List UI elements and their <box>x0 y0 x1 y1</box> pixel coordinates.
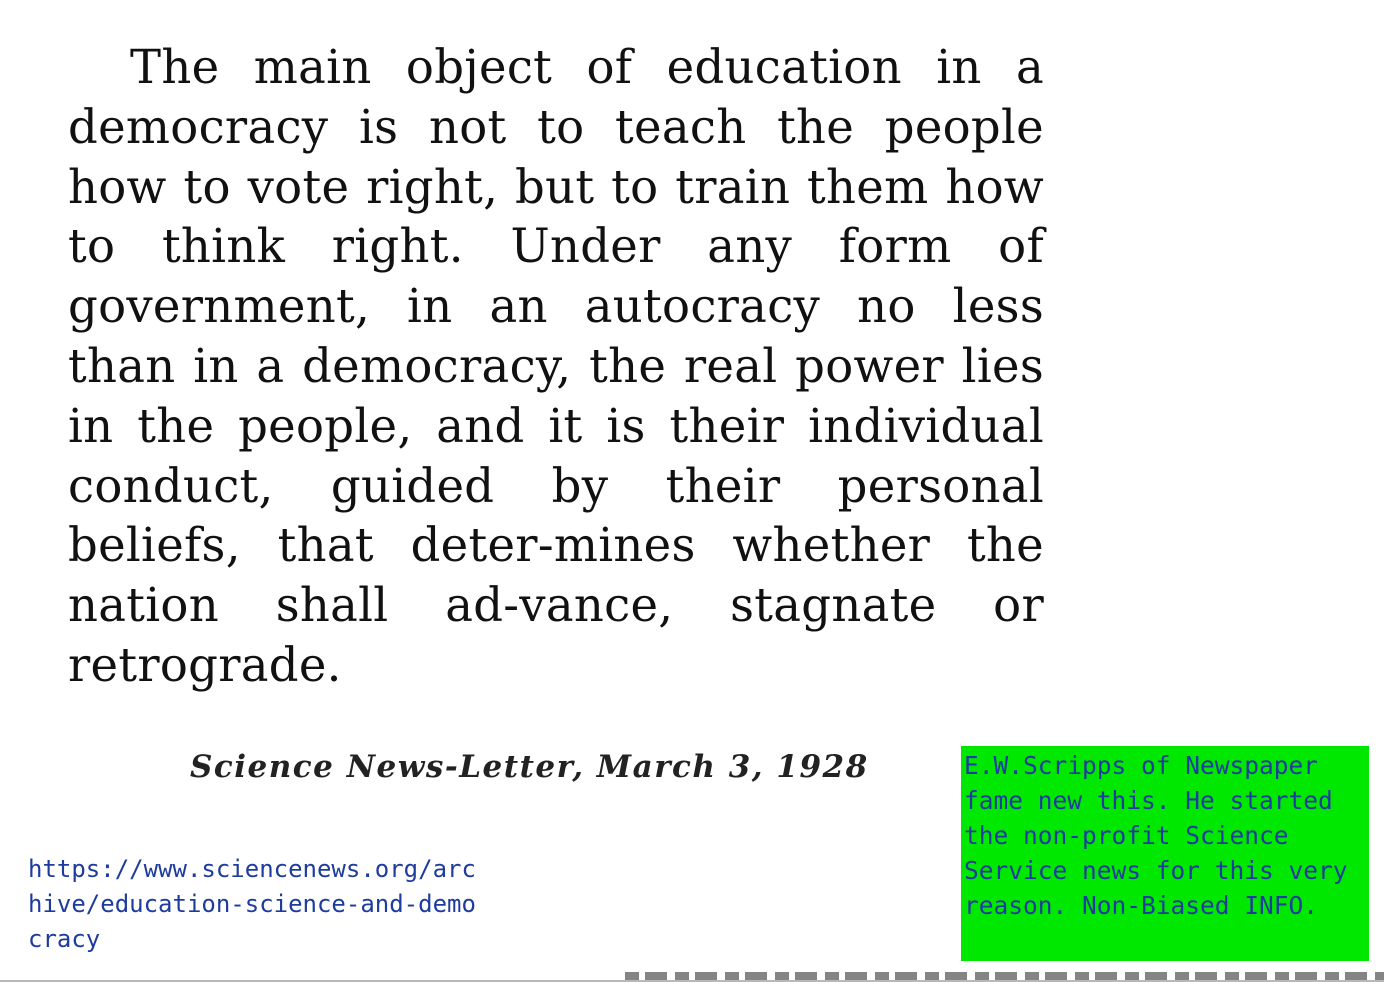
page-divider <box>0 980 1384 982</box>
citation-source: Science News-Letter, March 3, 1928 <box>190 749 869 785</box>
quote-paragraph: The main object of education in a democracy is not to teach the people how to vote right, but to train them how to think right. Under any form of government, in an autocracy no less than in a democracy, the real power lies in the people, and it is their individual conduct, guided by their personal beliefs, that deter-mines whether the nation shall ad-vance, stagnate or retrograde. <box>68 40 1044 692</box>
highlighted-note-box <box>961 746 1369 961</box>
note-text: E.W.Scripps of Newspaper fame new this. He started the non-profit Science Service news for this very reason. Non-Biased INFO. <box>964 751 1348 920</box>
source-url-link[interactable]: https://www.sciencenews.org/archive/education-science-and-democracy <box>28 855 476 953</box>
cropped-next-line <box>625 966 1384 980</box>
